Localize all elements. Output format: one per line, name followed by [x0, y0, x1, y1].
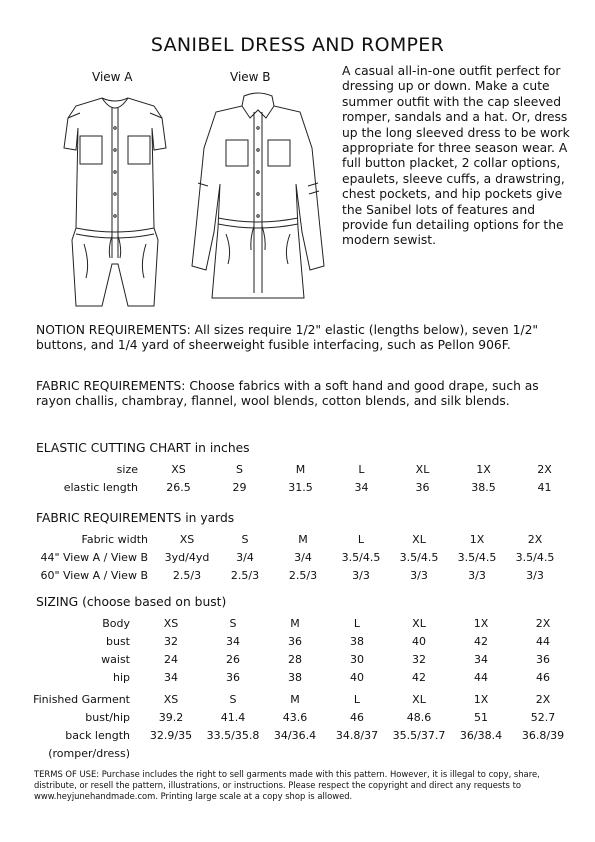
table-cell: 46: [350, 710, 364, 724]
row-label: size: [116, 462, 138, 476]
table-cell: XS: [163, 692, 179, 706]
body-measurement-row: [30, 668, 574, 686]
table-cell: [264, 744, 326, 762]
table-cell: 3.5/4.5: [515, 550, 555, 564]
table-cell: 3.5/4.5: [457, 550, 497, 564]
table-cell: 34: [164, 670, 178, 684]
table-cell: 36: [536, 652, 550, 666]
table-cell: 34.8/37: [335, 728, 379, 742]
table-cell: 31.5: [288, 480, 313, 494]
table-cell: [512, 744, 574, 762]
table-cell: [326, 744, 388, 762]
table-cell: [388, 744, 450, 762]
table-cell: 34: [226, 634, 240, 648]
table-cell: 41: [537, 480, 552, 494]
sizing-heading: SIZING (choose based on bust): [36, 595, 227, 609]
body-measurement-row: [30, 650, 574, 668]
table-cell: 3/3: [352, 568, 370, 582]
row-label: hip: [112, 670, 130, 684]
table-cell: L: [358, 462, 365, 476]
body-measurement-row: [30, 614, 574, 632]
table-cell: 2X: [535, 616, 551, 630]
view-a-label: View A: [92, 70, 133, 84]
finished-garment-row: [30, 708, 574, 726]
table-cell: 38.5: [471, 480, 496, 494]
table-cell: 3/3: [468, 568, 486, 582]
row-label: bust: [106, 634, 130, 648]
finished-garment-table: [30, 690, 574, 762]
row-label: (romper/dress): [48, 746, 130, 760]
table-cell: XL: [415, 462, 430, 476]
table-cell: M: [290, 692, 300, 706]
table-cell: [140, 744, 202, 762]
table-cell: 44: [474, 670, 488, 684]
table-cell: S: [236, 462, 243, 476]
table-cell: 34: [474, 652, 488, 666]
table-cell: 2.5/3: [172, 568, 202, 582]
table-cell: 46: [536, 670, 550, 684]
table-cell: 32: [412, 652, 426, 666]
table-cell: 29: [232, 480, 247, 494]
table-cell: 3/3: [410, 568, 428, 582]
view-b-label: View B: [230, 70, 271, 84]
table-cell: 30: [350, 652, 364, 666]
row-label: Finished Garment: [33, 692, 130, 706]
table-cell: L: [357, 532, 365, 546]
table-cell: 26: [226, 652, 240, 666]
pattern-description: A casual all-in-one outfit perfect for dressing up or down. Make a cute summer outfit with the cap sleeved romper, sandals and a hat. Or, dress up the long sleeved dress to be work appropriate for three season wear. A full button placket, 2 collar options, epaulets, sleeve cuffs, a drawstring, chest pockets, and hip pockets give the Sanibel lots of features and provide fun detailing options for the modern sewist.: [342, 64, 570, 248]
table-cell: S: [241, 532, 249, 546]
fabric-requirements-text: FABRIC REQUIREMENTS: Choose fabrics with a soft hand and good drape, such as rayon challis, chambray, flannel, wool blends, cotton blends, and silk blends.: [36, 379, 539, 409]
table-cell: S: [229, 616, 237, 630]
elastic-row: [30, 460, 575, 478]
elastic-row: [30, 478, 575, 496]
body-measurements-table: [30, 614, 574, 686]
row-label: 60" View A / View B: [40, 568, 148, 582]
table-cell: S: [229, 692, 237, 706]
table-cell: 26.5: [166, 480, 191, 494]
finished-garment-row: [30, 690, 574, 708]
table-cell: 24: [164, 652, 178, 666]
view-a-romper-illustration: [50, 88, 180, 313]
table-cell: 34/36.4: [273, 728, 317, 742]
body-measurement-row: [30, 632, 574, 650]
terms-of-use: TERMS OF USE: Purchase includes the right to sell garments made with this pattern. However, it is illegal to copy, share, distribute, or resell the pattern, illustrations, or instructions. Please respect the copyright and direct any requests to www.heyjunehandmade.com. Printing large scale at a copy shop is allowed.: [34, 769, 540, 802]
table-cell: 36: [226, 670, 240, 684]
yardage-row: [30, 566, 564, 584]
table-cell: 3/3: [526, 568, 544, 582]
table-cell: 2.5/3: [230, 568, 260, 582]
table-cell: 1X: [476, 462, 491, 476]
table-cell: 42: [412, 670, 426, 684]
table-cell: 52.7: [530, 710, 556, 724]
finished-garment-row: [30, 726, 574, 744]
row-label: Fabric width: [81, 532, 148, 546]
table-cell: 3/4: [294, 550, 312, 564]
table-cell: 48.6: [406, 710, 432, 724]
table-cell: 1X: [473, 616, 489, 630]
table-cell: XS: [179, 532, 195, 546]
table-cell: 40: [412, 634, 426, 648]
table-cell: XL: [412, 692, 426, 706]
table-cell: 2X: [537, 462, 552, 476]
table-cell: 39.2: [158, 710, 184, 724]
row-label: back length: [65, 728, 130, 742]
table-cell: 1X: [469, 532, 485, 546]
table-cell: 3.5/4.5: [399, 550, 439, 564]
table-cell: [202, 744, 264, 762]
row-label: elastic length: [63, 480, 138, 494]
table-cell: XL: [412, 616, 426, 630]
table-cell: M: [290, 616, 300, 630]
notion-requirements: NOTION REQUIREMENTS: All sizes require 1/2" elastic (lengths below), seven 1/2" buttons, and 1/4 yard of sheerweight fusible interfacing, such as Pellon 906F.: [36, 323, 539, 353]
row-label: waist: [101, 652, 130, 666]
table-cell: 38: [288, 670, 302, 684]
elastic-chart-table: [30, 460, 575, 496]
table-cell: 32.9/35: [149, 728, 193, 742]
table-cell: 3yd/4yd: [164, 550, 210, 564]
table-cell: 36: [415, 480, 430, 494]
table-cell: 2.5/3: [288, 568, 318, 582]
table-cell: 3.5/4.5: [341, 550, 381, 564]
fabric-yardage-heading: FABRIC REQUIREMENTS in yards: [36, 511, 235, 525]
table-cell: 35.5/37.7: [392, 728, 446, 742]
table-cell: 28: [288, 652, 302, 666]
table-cell: M: [295, 462, 306, 476]
table-cell: 44: [536, 634, 550, 648]
table-cell: 36.8/39: [521, 728, 565, 742]
table-cell: 42: [474, 634, 488, 648]
table-cell: XS: [171, 462, 186, 476]
row-label: 44" View A / View B: [40, 550, 148, 564]
row-label: Body: [102, 616, 130, 630]
table-cell: 38: [350, 634, 364, 648]
table-cell: 41.4: [220, 710, 246, 724]
table-cell: L: [353, 692, 361, 706]
table-cell: 3/4: [236, 550, 254, 564]
table-cell: 2X: [527, 532, 543, 546]
table-cell: XL: [412, 532, 426, 546]
view-b-dress-illustration: [188, 88, 328, 313]
row-label: bust/hip: [85, 710, 130, 724]
table-cell: 2X: [535, 692, 551, 706]
table-cell: 1X: [473, 692, 489, 706]
page-title: SANIBEL DRESS AND ROMPER: [150, 34, 445, 56]
table-cell: 36: [288, 634, 302, 648]
yardage-row: [30, 530, 564, 548]
table-cell: M: [298, 532, 308, 546]
yardage-row: [30, 548, 564, 566]
elastic-chart-heading: ELASTIC CUTTING CHART in inches: [36, 441, 250, 455]
table-cell: 32: [164, 634, 178, 648]
table-cell: 34: [354, 480, 369, 494]
fabric-yardage-table: [30, 530, 564, 584]
table-cell: 51: [474, 710, 488, 724]
table-cell: 36/38.4: [459, 728, 503, 742]
table-cell: 33.5/35.8: [206, 728, 260, 742]
table-cell: 43.6: [282, 710, 308, 724]
table-cell: L: [353, 616, 361, 630]
table-cell: [450, 744, 512, 762]
table-cell: 40: [350, 670, 364, 684]
table-cell: XS: [163, 616, 179, 630]
finished-garment-row: [30, 744, 574, 762]
